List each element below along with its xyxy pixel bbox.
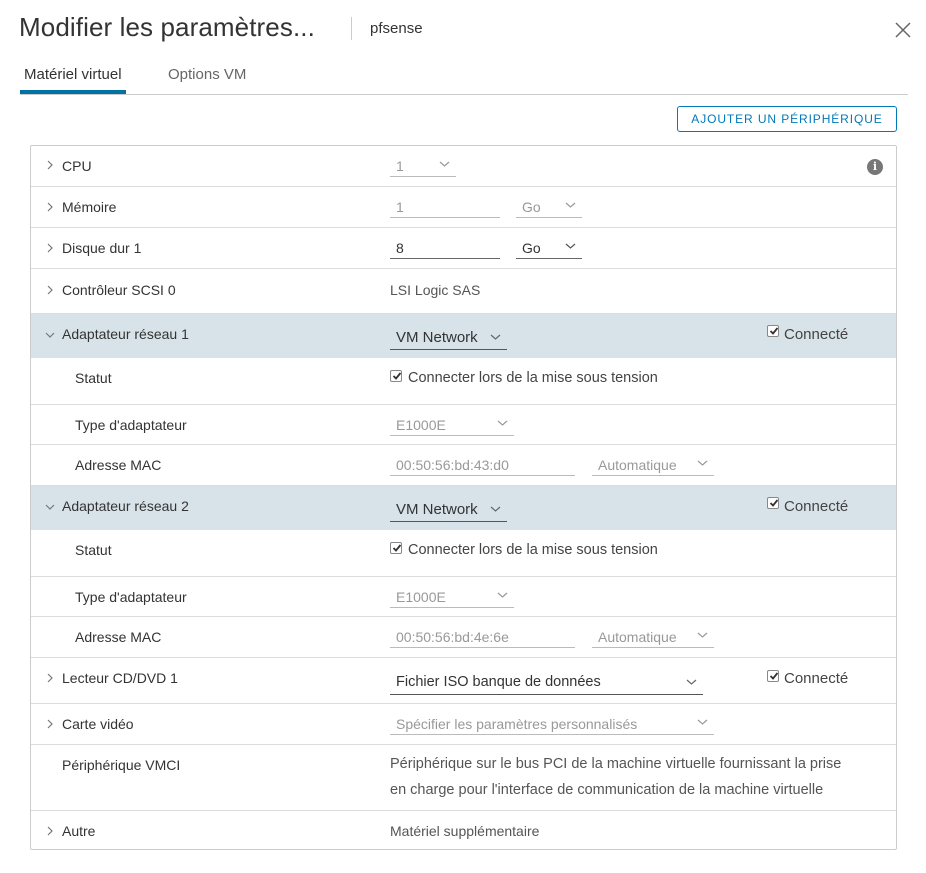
row-scsi-controller <box>31 268 896 313</box>
disk-label: Disque dur 1 <box>62 240 142 256</box>
cpu-count-select[interactable] <box>390 155 456 177</box>
disk-size-input[interactable] <box>390 237 500 259</box>
network-2-connected-label: Connecté <box>784 498 849 515</box>
chevron-down-icon <box>490 505 501 513</box>
chevron-down-icon <box>490 333 501 341</box>
row-network-2-mac <box>31 616 896 657</box>
checkmark-icon <box>392 371 402 381</box>
network-2-power-on-label: Connecter lors de la mise sous tension <box>408 542 658 558</box>
row-network-adapter-2 <box>31 485 896 530</box>
other-label: Autre <box>62 823 96 839</box>
chevron-down-icon <box>439 160 450 168</box>
chevron-down-icon[interactable] <box>45 502 55 512</box>
memory-input[interactable] <box>390 196 500 218</box>
chevron-right-icon[interactable] <box>45 673 55 683</box>
adapter-type-2-select[interactable] <box>390 586 514 608</box>
mac-mode-2-value: Automatique <box>598 629 677 645</box>
row-network-1-type <box>31 404 896 444</box>
disk-unit-value: Go <box>522 240 541 256</box>
close-icon[interactable] <box>893 20 913 40</box>
chevron-down-icon <box>686 678 697 686</box>
network-1-power-on-checkbox[interactable] <box>390 370 402 382</box>
chevron-down-icon <box>565 242 576 250</box>
chevron-right-icon[interactable] <box>45 160 55 170</box>
checkmark-icon <box>769 326 779 336</box>
other-value: Matériel supplémentaire <box>390 823 540 839</box>
scsi-value: LSI Logic SAS <box>390 282 481 298</box>
vmci-description-line-2: en charge pour l'interface de communication de la machine virtuelle <box>390 782 824 798</box>
checkmark-icon <box>769 671 779 681</box>
mac-address-label: Adresse MAC <box>75 629 162 645</box>
adapter-type-2-value: E1000E <box>396 589 446 605</box>
checkmark-icon <box>392 543 402 553</box>
chevron-down-icon[interactable] <box>45 330 55 340</box>
row-network-2-status <box>31 530 896 576</box>
network-1-connected-checkbox[interactable] <box>767 325 779 337</box>
scsi-label: Contrôleur SCSI 0 <box>62 282 176 298</box>
mac-address-label: Adresse MAC <box>75 457 162 473</box>
chevron-right-icon[interactable] <box>45 719 55 729</box>
add-device-button[interactable]: AJOUTER UN PÉRIPHÉRIQUE <box>677 106 897 132</box>
chevron-down-icon <box>565 201 576 209</box>
video-card-label: Carte vidéo <box>62 716 134 732</box>
status-label: Statut <box>75 542 112 558</box>
mac-address-1-value: 00:50:56:bd:43:d0 <box>396 457 509 473</box>
row-disk <box>31 227 896 268</box>
mac-mode-1-value: Automatique <box>598 457 677 473</box>
row-video-card <box>31 703 896 744</box>
row-cd-dvd <box>31 657 896 703</box>
tab-bar <box>20 66 908 95</box>
chevron-right-icon[interactable] <box>45 285 55 295</box>
row-network-adapter-1 <box>31 313 896 358</box>
adapter-type-label: Type d'adaptateur <box>75 589 187 605</box>
chevron-down-icon <box>497 591 508 599</box>
video-card-settings-value: Spécifier les paramètres personnalisés <box>396 716 638 732</box>
cd-dvd-label: Lecteur CD/DVD 1 <box>62 670 178 686</box>
video-card-settings-select[interactable] <box>390 713 714 735</box>
network-adapter-1-label: Adaptateur réseau 1 <box>62 326 189 342</box>
memory-value: 1 <box>396 199 404 215</box>
mac-address-2-value: 00:50:56:bd:4e:6e <box>396 629 509 645</box>
mac-mode-1-select[interactable] <box>592 454 714 476</box>
vmci-description-line-1: Périphérique sur le bus PCI de la machine virtuelle fournissant la prise <box>390 756 842 772</box>
status-label: Statut <box>75 370 112 386</box>
checkmark-icon <box>769 498 779 508</box>
network-1-value: VM Network <box>396 329 478 346</box>
cd-dvd-media-value: Fichier ISO banque de données <box>396 674 601 690</box>
network-2-select[interactable] <box>390 498 507 522</box>
cd-dvd-media-select[interactable] <box>390 671 703 695</box>
tab-virtual-hardware[interactable]: Matériel virtuel <box>24 66 122 94</box>
row-memory <box>31 186 896 227</box>
network-2-value: VM Network <box>396 501 478 518</box>
row-other <box>31 810 896 850</box>
cpu-label: CPU <box>62 158 92 174</box>
vmci-label: Périphérique VMCI <box>62 757 181 773</box>
memory-label: Mémoire <box>62 199 117 215</box>
adapter-type-1-select[interactable] <box>390 414 514 436</box>
row-network-1-status <box>31 358 896 404</box>
chevron-down-icon <box>697 631 708 639</box>
memory-unit-select[interactable] <box>516 196 582 218</box>
memory-unit-value: Go <box>522 199 541 215</box>
disk-size-value: 8 <box>396 240 404 256</box>
chevron-right-icon[interactable] <box>45 202 55 212</box>
title-divider <box>351 17 352 40</box>
adapter-type-label: Type d'adaptateur <box>75 417 187 433</box>
network-1-connected-label: Connecté <box>784 326 849 343</box>
row-vmci-device <box>31 744 896 810</box>
chevron-down-icon <box>497 419 508 427</box>
network-2-connected-checkbox[interactable] <box>767 497 779 509</box>
chevron-right-icon[interactable] <box>45 826 55 836</box>
info-icon[interactable]: i <box>867 159 883 175</box>
tab-vm-options[interactable]: Options VM <box>168 66 247 83</box>
network-2-power-on-checkbox[interactable] <box>390 542 402 554</box>
cd-dvd-connected-label: Connecté <box>784 670 849 687</box>
vm-name: pfsense <box>370 20 423 37</box>
mac-mode-2-select[interactable] <box>592 626 714 648</box>
network-1-select[interactable] <box>390 326 507 350</box>
network-1-power-on-label: Connecter lors de la mise sous tension <box>408 370 658 386</box>
adapter-type-1-value: E1000E <box>396 417 446 433</box>
mac-address-1-input[interactable] <box>390 454 575 476</box>
dialog-title: Modifier les paramètres... <box>19 12 315 42</box>
network-adapter-2-label: Adaptateur réseau 2 <box>62 498 189 514</box>
disk-unit-select[interactable] <box>516 237 582 259</box>
cpu-count-value: 1 <box>396 158 404 174</box>
chevron-down-icon <box>697 459 708 467</box>
chevron-right-icon[interactable] <box>45 243 55 253</box>
chevron-down-icon <box>697 718 708 726</box>
row-network-1-mac <box>31 444 896 485</box>
row-network-2-type <box>31 576 896 616</box>
hardware-grid <box>30 145 897 850</box>
mac-address-2-input[interactable] <box>390 626 575 648</box>
row-cpu <box>31 146 896 186</box>
cd-dvd-connected-checkbox[interactable] <box>767 670 779 682</box>
